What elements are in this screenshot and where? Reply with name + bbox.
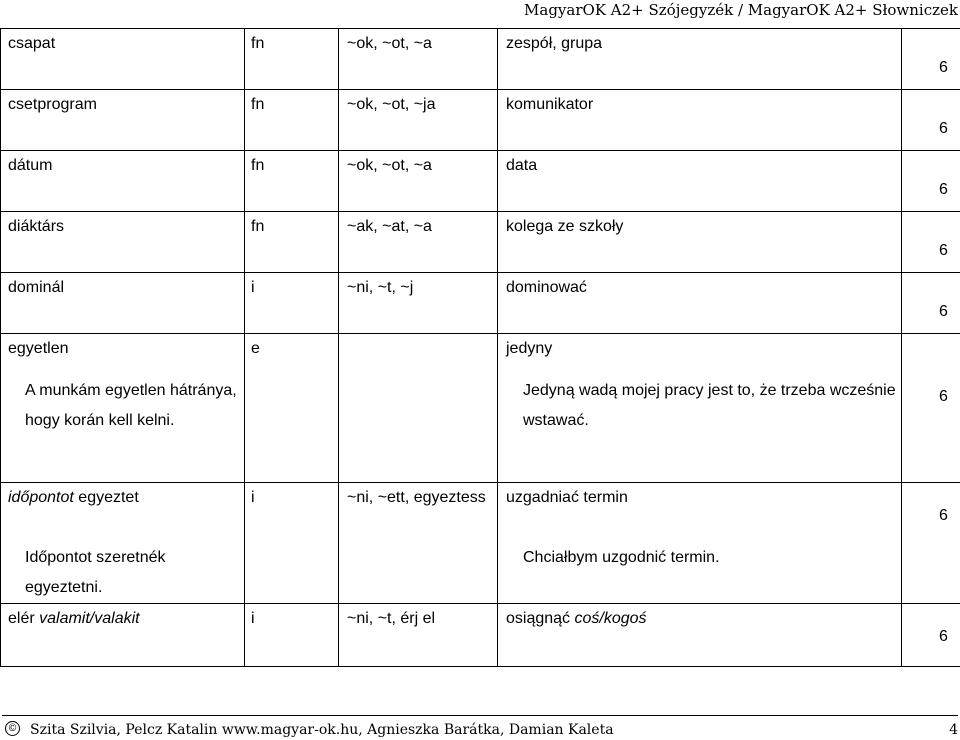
word-type: i	[245, 604, 339, 667]
hungarian-example: A munkám egyetlen hátránya, hogy korán kell kelni.	[25, 382, 237, 429]
unit-number: 6	[902, 90, 960, 151]
word-type: i	[245, 273, 339, 334]
hungarian-word: elér valamit/valakit	[1, 604, 245, 667]
word-type: fn	[245, 90, 339, 151]
polish-translation: zespół, grupa	[498, 29, 902, 90]
table-row	[1, 483, 960, 604]
hungarian-word: csapat	[1, 29, 245, 90]
table-row	[1, 90, 960, 151]
hungarian-word: diáktárs	[1, 212, 245, 273]
table-row	[1, 151, 960, 212]
table-row	[1, 212, 960, 273]
polish-entry	[498, 483, 902, 604]
polish-translation: kolega ze szkoły	[498, 212, 902, 273]
page-footer	[2, 715, 958, 740]
polish-translation: jedyny	[506, 340, 553, 357]
table-row	[1, 273, 960, 334]
polish-example: Jedyną wadą mojej pracy jest to, że trzeba wcześnie wstawać.	[523, 382, 896, 429]
page-header: MagyarOK A2+ Szójegyzék / MagyarOK A2+ Słowniczek	[524, 1, 958, 19]
table-row	[1, 29, 960, 90]
word-forms: ~ok, ~ot, ~a	[339, 151, 498, 212]
word-forms: ~ok, ~ot, ~a	[339, 29, 498, 90]
hungarian-word: időpontot egyeztet	[8, 489, 139, 506]
word-type: fn	[245, 212, 339, 273]
footer-credits: Szita Szilvia, Pelcz Katalin www.magyar-ok.hu, Agnieszka Barátka, Damian Kaleta	[30, 722, 614, 738]
word-forms: ~ni, ~t, érj el	[339, 604, 498, 667]
polish-translation: data	[498, 151, 902, 212]
unit-number: 6	[902, 151, 960, 212]
table-row	[1, 334, 960, 483]
word-forms: ~ni, ~ett, egyeztess	[339, 483, 498, 604]
hungarian-word: csetprogram	[1, 90, 245, 151]
word-type: fn	[245, 29, 339, 90]
polish-entry	[498, 334, 902, 483]
unit-number: 6	[902, 273, 960, 334]
hungarian-word: dominál	[1, 273, 245, 334]
vocabulary-table	[0, 28, 960, 667]
polish-translation: osiągnąć coś/kogoś	[498, 604, 902, 667]
unit-number: 6	[902, 29, 960, 90]
table-row	[1, 604, 960, 667]
hungarian-example: Időpontot szeretnék egyeztetni.	[25, 549, 166, 596]
word-type: fn	[245, 151, 339, 212]
word-type: i	[245, 483, 339, 604]
word-forms: ~ni, ~t, ~j	[339, 273, 498, 334]
word-forms: ~ok, ~ot, ~ja	[339, 90, 498, 151]
polish-translation: dominować	[498, 273, 902, 334]
polish-example: Chciałbym uzgodnić termin.	[523, 549, 720, 566]
page-number: 4	[949, 722, 958, 738]
hungarian-word: egyetlen	[8, 340, 69, 357]
word-forms: ~ak, ~at, ~a	[339, 212, 498, 273]
hungarian-entry	[1, 483, 245, 604]
word-type: e	[245, 334, 339, 483]
unit-number: 6	[902, 212, 960, 273]
polish-translation: komunikator	[498, 90, 902, 151]
hungarian-entry	[1, 334, 245, 483]
unit-number: 6	[902, 483, 960, 604]
polish-translation: uzgadniać termin	[506, 489, 628, 506]
unit-number: 6	[902, 334, 960, 483]
hungarian-word: dátum	[1, 151, 245, 212]
unit-number: 6	[902, 604, 960, 667]
copyright-icon: ©	[5, 721, 20, 736]
word-forms	[339, 334, 498, 483]
